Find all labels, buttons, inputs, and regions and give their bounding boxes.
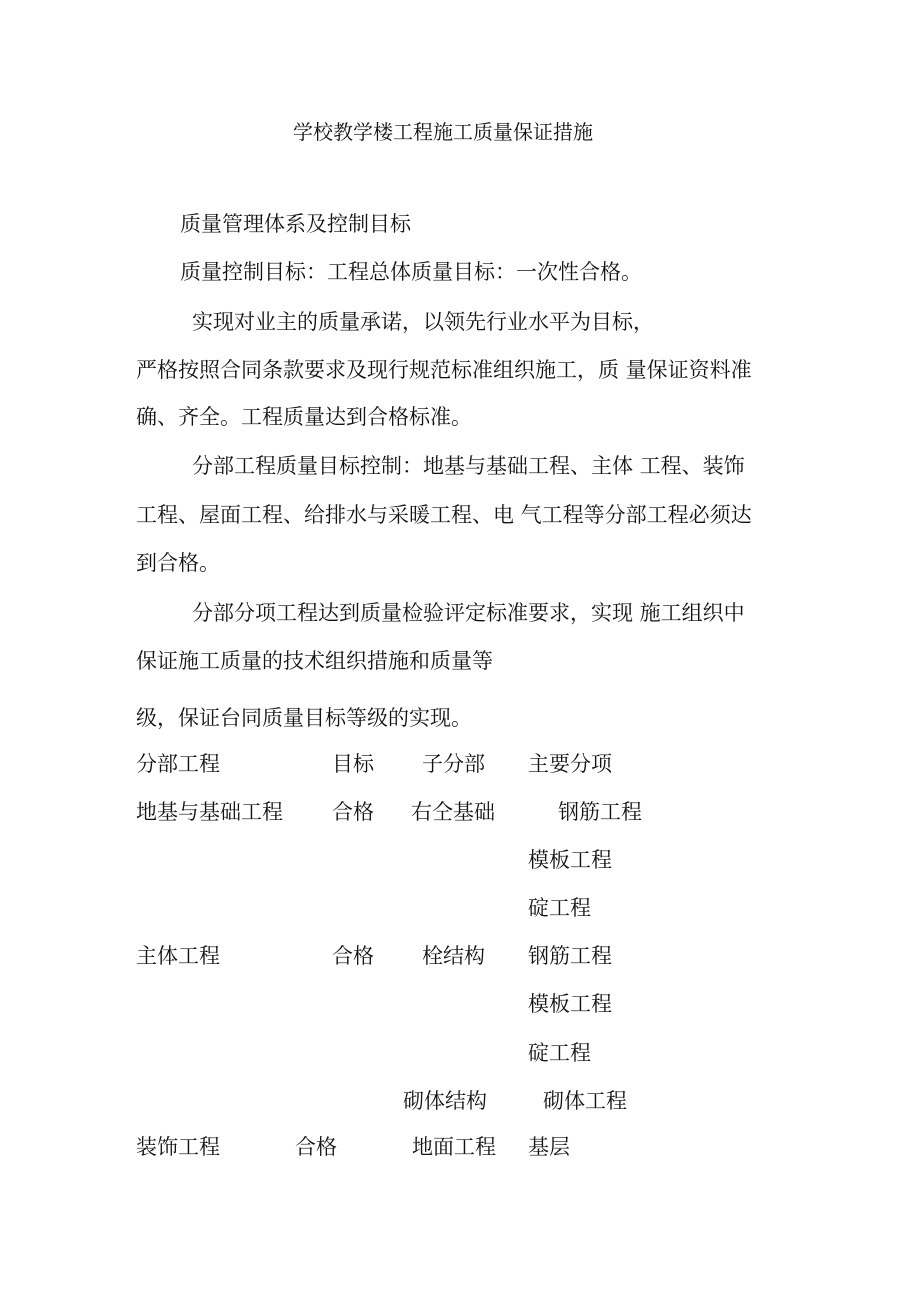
table-cell: 合格 (295, 1135, 337, 1159)
table-cell: 装饰工程 (136, 1135, 220, 1159)
table-cell: 砌体结构 (403, 1089, 487, 1113)
paragraph-line: 工程、屋面工程、给排水与采暖工程、电 气工程等分部工程必须达 (136, 503, 752, 527)
paragraph-line: 到合格。 (136, 551, 220, 575)
document-title: 学校教学楼工程施工质量保证措施 (293, 120, 593, 144)
paragraph-line: 级，保证台同质量目标等级的实现。 (136, 706, 472, 730)
paragraph-line: 实现对业主的质量承诺，以领先行业水平为目标， (192, 310, 654, 334)
table-header: 目标 (332, 752, 374, 776)
table-cell: 合格 (332, 944, 374, 968)
table-cell: 砌体工程 (543, 1089, 627, 1113)
section-heading: 质量管理体系及控制目标 (180, 212, 411, 236)
table-cell: 钢筋工程 (558, 800, 642, 824)
table-cell: 钢筋工程 (528, 944, 612, 968)
table-cell: 合格 (332, 800, 374, 824)
paragraph-line: 分部分项工程达到质量检验评定标准要求，实现 施工组织中 (192, 601, 745, 625)
table-cell: 地面工程 (412, 1135, 496, 1159)
table-header: 子分部 (422, 752, 485, 776)
table-header: 分部工程 (136, 752, 220, 776)
table-cell: 基层 (528, 1135, 570, 1159)
paragraph-line: 严格按照合同条款要求及现行规范标准组织施工，质 量保证资料准 (136, 358, 752, 382)
table-cell: 主体工程 (136, 944, 220, 968)
table-cell: 碇工程 (528, 1041, 591, 1065)
table-cell: 模板工程 (528, 848, 612, 872)
paragraph-line: 质量控制目标：工程总体质量目标：一次性合格。 (180, 260, 642, 284)
table-cell: 模板工程 (528, 992, 612, 1016)
paragraph-line: 确、齐全。工程质量达到合格标准。 (136, 405, 472, 429)
table-cell: 右仝基础 (411, 800, 495, 824)
table-cell: 栓结构 (422, 944, 485, 968)
table-cell: 地基与基础工程 (136, 800, 283, 824)
paragraph-line: 保证施工质量的技术组织措施和质量等 (136, 649, 493, 673)
table-header: 主要分项 (528, 752, 612, 776)
paragraph-line: 分部工程质量目标控制：地基与基础工程、主体 工程、装饰 (192, 454, 745, 478)
table-cell: 碇工程 (528, 896, 591, 920)
